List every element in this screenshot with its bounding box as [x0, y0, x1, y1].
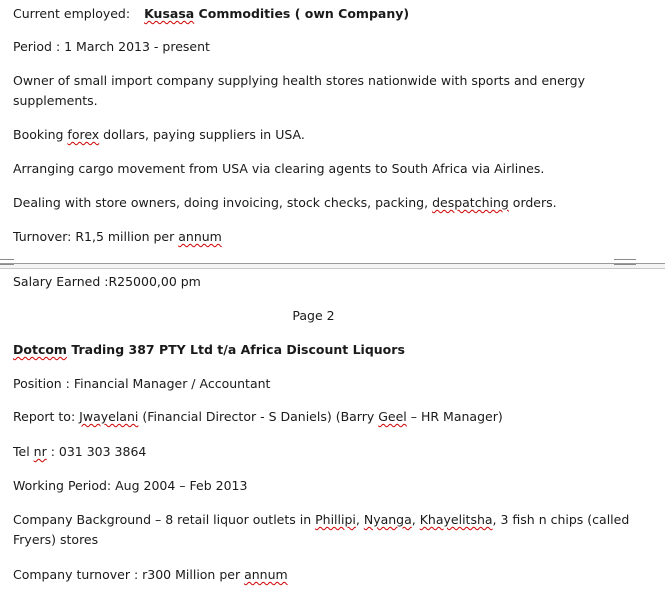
booking-text: Booking forex dollars, paying suppliers in USA. [13, 127, 305, 142]
left-margin-marker [0, 258, 14, 266]
employed-label: Current employed: [13, 6, 131, 21]
company-name: Kusasa Commodities ( own Company) [144, 6, 410, 21]
description-line-1: Owner of small import company supplying health stores nationwide with sports and energy [13, 73, 586, 88]
working-period-text: Working Period: Aug 2004 – Feb 2013 [13, 478, 248, 493]
page-break-divider [0, 263, 665, 269]
company-turnover-text: Company turnover : r300 Million per annum [13, 567, 288, 582]
background-line-2: Fryers) stores [13, 532, 99, 547]
page-number: Page 2 [292, 308, 335, 323]
description-line-2: supplements. [13, 93, 98, 108]
report-to-text: Report to: Jwayelani (Financial Director - S Daniels) (Barry Geel – HR Manager) [13, 409, 503, 424]
position-text: Position : Financial Manager / Accountant [13, 376, 271, 391]
right-margin-marker [614, 258, 636, 266]
dealing-text: Dealing with store owners, doing invoicing, stock checks, packing, despatching orders. [13, 195, 557, 210]
cargo-text: Arranging cargo movement from USA via clearing agents to South Africa via Airlines. [13, 161, 545, 176]
period-text: Period : 1 March 2013 - present [13, 39, 210, 54]
employment-heading [13, 5, 409, 22]
turnover-text: Turnover: R1,5 million per annum [13, 229, 222, 244]
background-line-1: Company Background – 8 retail liquor outlets in Phillipi, Nyanga, Khayelitsha, 3 fish n chips (called [13, 512, 630, 527]
tel-text: Tel nr : 031 303 3864 [13, 444, 147, 459]
company-heading-2: Dotcom Trading 387 PTY Ltd t/a Africa Discount Liquors [13, 342, 405, 357]
salary-text: Salary Earned :R25000,00 pm [13, 274, 201, 289]
